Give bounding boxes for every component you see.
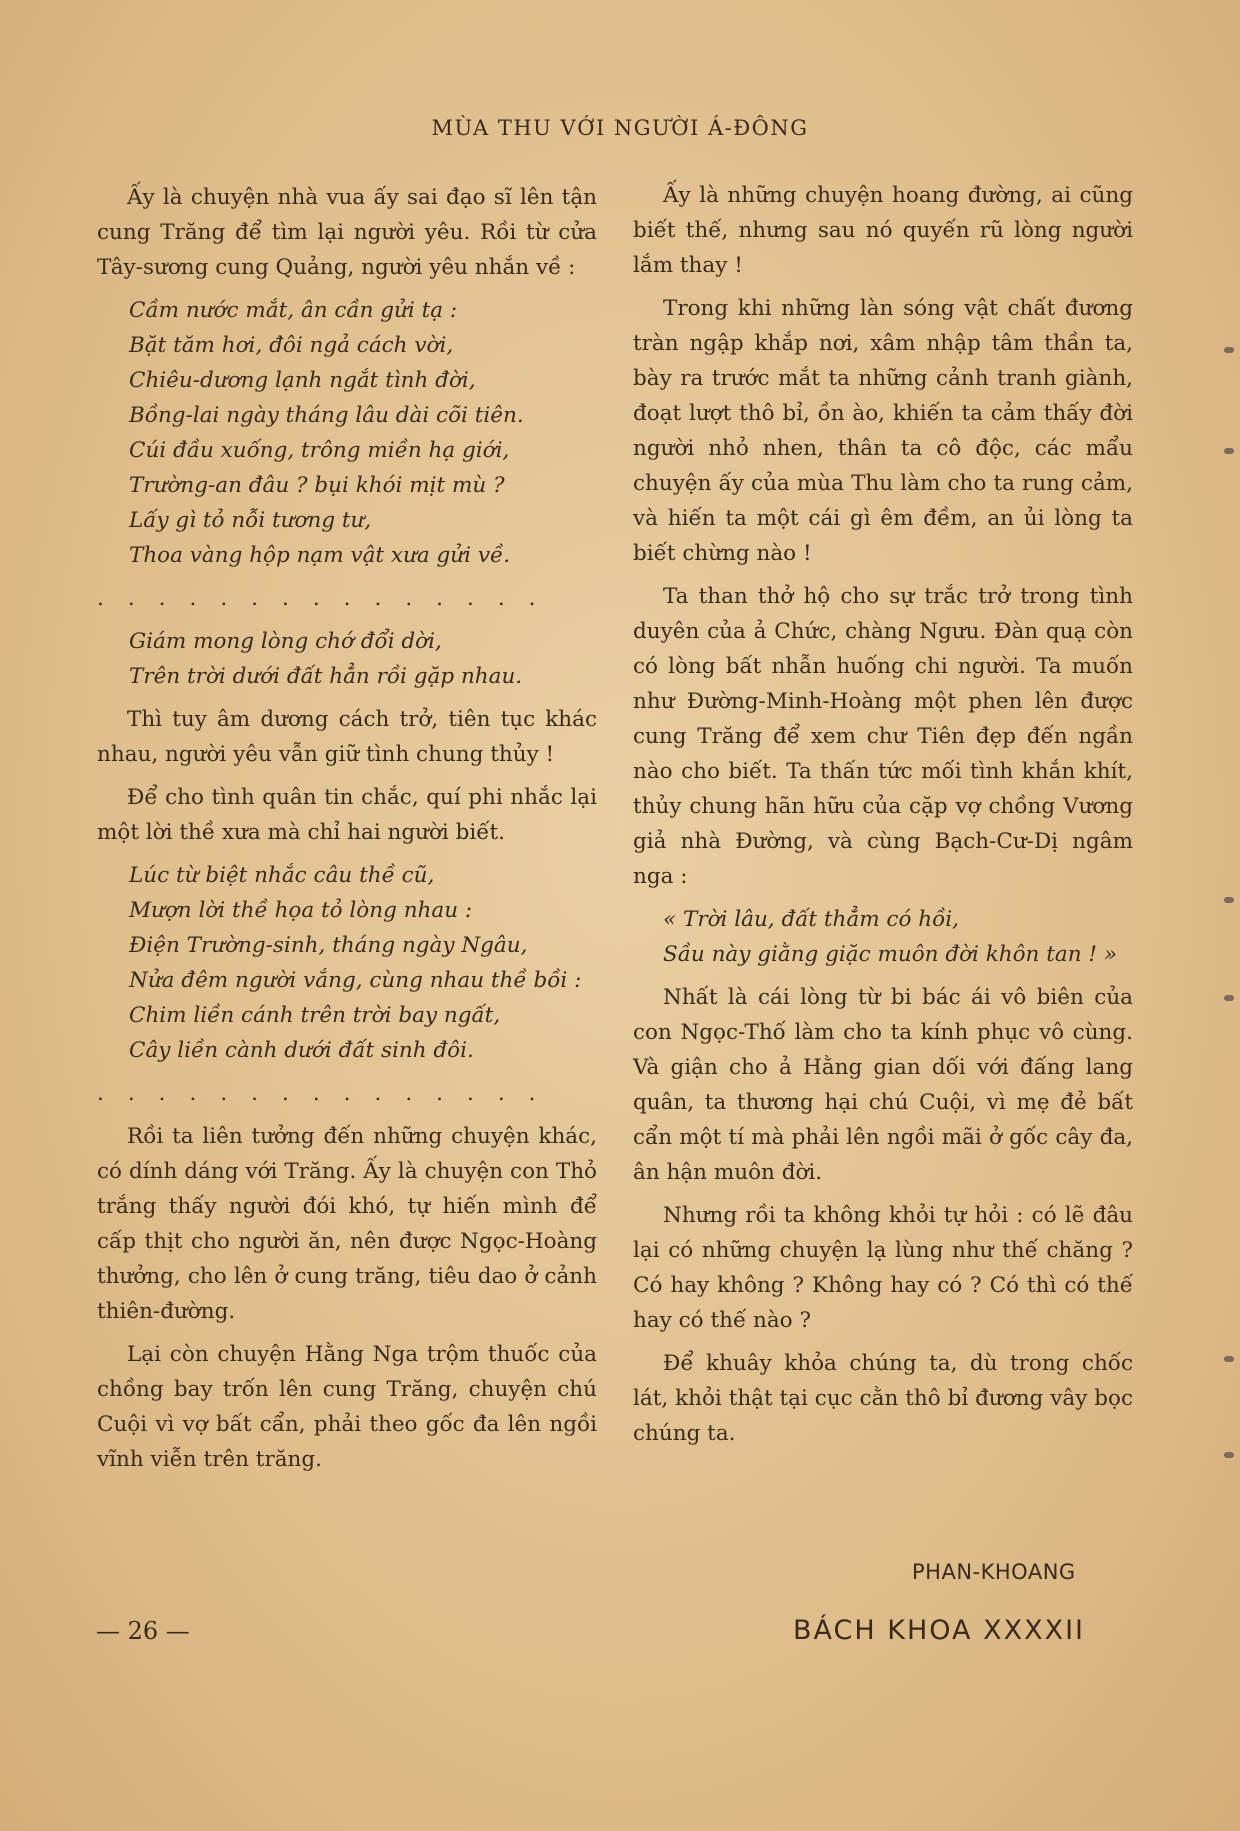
paragraph: Nhưng rồi ta không khỏi tự hỏi : có lẽ đâu lại có những chuyện lạ lùng như thế chăng ? Có hay không ? Không hay có ? Có thì có thế hay có thế nào ? bbox=[633, 1203, 1133, 1333]
binding-mark bbox=[1224, 347, 1234, 353]
running-header: MÙA THU VỚI NGƯỜI Á-ĐÔNG bbox=[431, 116, 809, 140]
binding-mark bbox=[1224, 1452, 1234, 1458]
quote-line: « Trời lâu, đất thẳm có hồi, bbox=[663, 907, 959, 932]
poem-line: Cây liền cành dưới đất sinh đôi. bbox=[129, 1038, 474, 1063]
paragraph: Ấy là chuyện nhà vua ấy sai đạo sĩ lên tận cung Trăng để tìm lại người yêu. Rồi từ cửa Tây-sương cung Quảng, người yêu nhắn về : bbox=[97, 185, 597, 280]
binding-mark bbox=[1224, 995, 1234, 1001]
paragraph: Ấy là những chuyện hoang đường, ai cũng biết thế, nhưng sau nó quyến rũ lòng người lắm thay ! bbox=[633, 183, 1133, 278]
quote-line: Sầu này giằng giặc muôn đời khôn tan ! » bbox=[663, 942, 1118, 967]
poem-line: Bồng-lai ngày tháng lâu dài cõi tiên. bbox=[129, 403, 524, 428]
poem-line: Nửa đêm người vắng, cùng nhau thề bồi : bbox=[129, 968, 582, 993]
author-signature: PHAN-KHOANG bbox=[912, 1560, 1076, 1584]
journal-name: BÁCH KHOA XXXXII bbox=[793, 1615, 1086, 1646]
poem-quote bbox=[633, 902, 1133, 972]
ellipsis-divider: ............... bbox=[97, 1081, 560, 1106]
page-number: — 26 — bbox=[96, 1617, 190, 1645]
paragraph: Thì tuy âm dương cách trở, tiên tục khác nhau, người yêu vẫn giữ tình chung thủy ! bbox=[97, 707, 597, 767]
right-column bbox=[633, 178, 1133, 1459]
poem-line: Cúi đầu xuống, trông miền hạ giới, bbox=[129, 438, 510, 463]
paragraph: Nhất là cái lòng từ bi bác ái vô biên của con Ngọc-Thố làm cho ta kính phục vô cùng. Và giận cho ả Hằng gian dối với đấng lang quân, ta thương hại chú Cuội, vì mẹ đẻ bất cẩn một tí mà phải lên ngồi mãi ở gốc cây đa, ân hận muôn đời. bbox=[633, 985, 1133, 1185]
paragraph: Rồi ta liên tưởng đến những chuyện khác, có dính dáng với Trăng. Ấy là chuyện con Thỏ trắng thấy người đói khó, tự hiến mình để cấp thịt cho người ăn, nên được Ngọc-Hoàng thưởng, cho lên ở cung trăng, tiêu dao ở cảnh thiên-đường. bbox=[97, 1124, 597, 1324]
paragraph: Trong khi những làn sóng vật chất đương tràn ngập khắp nơi, xâm nhập tâm thần ta, bày ra trước mắt ta những cảnh tranh giành, đoạt lượt thô bỉ, ồn ào, khiến ta cảm thấy đời người nhỏ nhen, thân ta cô độc, các mẩu chuyện ấy của mùa Thu làm cho ta rung cảm, và hiến ta một cái gì êm đềm, an ủi lòng ta biết chừng nào ! bbox=[633, 296, 1133, 566]
poem-line: Lúc từ biệt nhắc câu thề cũ, bbox=[129, 863, 435, 888]
poem-line: Chiêu-dương lạnh ngắt tình đời, bbox=[129, 368, 476, 393]
poem-line: Cầm nước mắt, ân cần gửi tạ : bbox=[129, 298, 458, 323]
poem-line: Trường-an đâu ? bụi khói mịt mù ? bbox=[129, 473, 505, 498]
binding-mark bbox=[1224, 1356, 1234, 1362]
left-column bbox=[97, 180, 597, 1485]
ellipsis-divider: ............... bbox=[97, 586, 560, 611]
poem-stanza bbox=[97, 293, 597, 573]
poem-line: Chim liền cánh trên trời bay ngất, bbox=[129, 1003, 501, 1028]
binding-mark bbox=[1224, 897, 1234, 903]
poem-line: Lấy gì tỏ nỗi tương tư, bbox=[129, 508, 372, 533]
binding-mark bbox=[1224, 448, 1234, 454]
poem-stanza bbox=[97, 624, 597, 694]
poem-line: Mượn lời thề họa tỏ lòng nhau : bbox=[129, 898, 473, 923]
paragraph: Để cho tình quân tin chắc, quí phi nhắc lại một lời thề xưa mà chỉ hai người biết. bbox=[97, 785, 597, 845]
paragraph: Để khuây khỏa chúng ta, dù trong chốc lát, khỏi thật tại cục cằn thô bỉ đương vây bọc chúng ta. bbox=[633, 1351, 1133, 1446]
poem-line: Trên trời dưới đất hẳn rồi gặp nhau. bbox=[129, 664, 523, 689]
poem-stanza bbox=[97, 858, 597, 1068]
poem-line: Điện Trường-sinh, tháng ngày Ngâu, bbox=[129, 933, 528, 958]
poem-line: Giám mong lòng chớ đổi dời, bbox=[129, 629, 442, 654]
poem-line: Thoa vàng hộp nạm vật xưa gửi về. bbox=[129, 543, 511, 568]
paragraph: Ta than thở hộ cho sự trắc trở trong tình duyên của ả Chức, chàng Ngưu. Đàn quạ còn có lòng bất nhẫn huống chi người. Ta muốn như Đường-Minh-Hoàng một phen lên được cung Trăng để xem chư Tiên đẹp đến ngần nào cho biết. Ta thấn tức mối tình khắn khít, thủy chung hãn hữu của cặp vợ chồng Vương giả nhà Đường, và cùng Bạch-Cư-Dị ngâm nga : bbox=[633, 584, 1133, 889]
poem-line: Bặt tăm hơi, đôi ngả cách vời, bbox=[129, 333, 454, 358]
paragraph: Lại còn chuyện Hằng Nga trộm thuốc của chồng bay trốn lên cung Trăng, chuyện chú Cuội vì vợ bất cẩn, phải theo gốc đa lên ngồi vĩnh viễn trên trăng. bbox=[97, 1342, 597, 1472]
